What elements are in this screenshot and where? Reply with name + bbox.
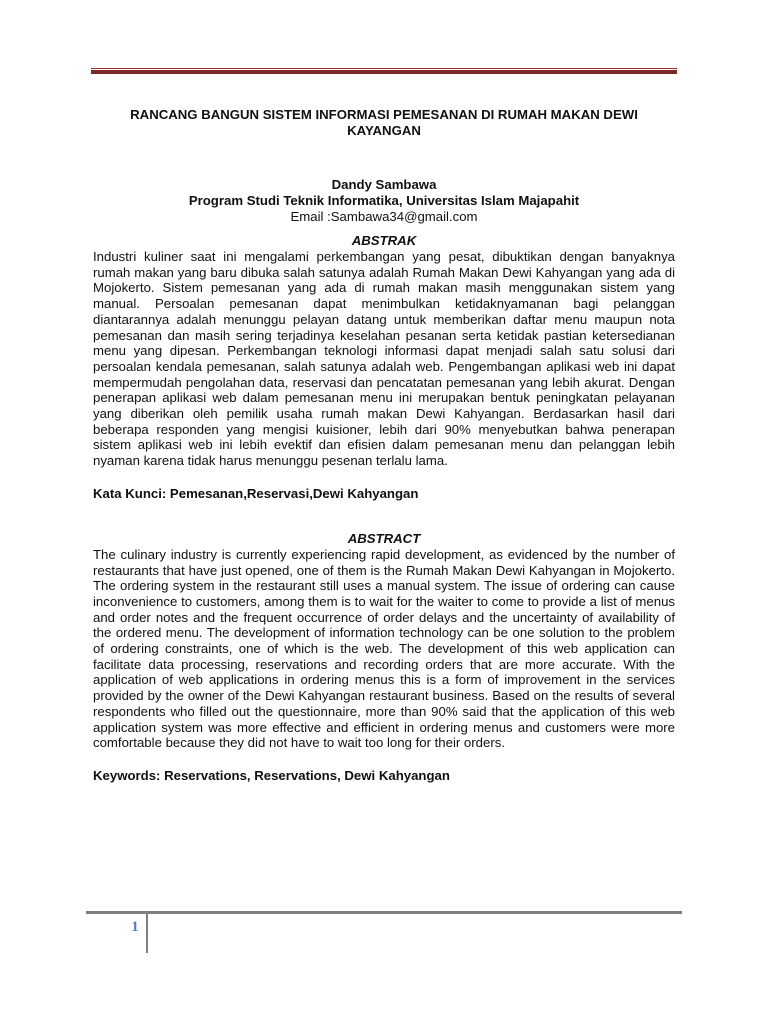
author-affiliation: Program Studi Teknik Informatika, Universitas Islam Majapahit: [188, 193, 580, 208]
author-name: Dandy Sambawa: [331, 177, 437, 192]
footer-rule: [86, 911, 682, 914]
abstract-body: The culinary industry is currently experiencing rapid development, as evidenced by the number of restaurants that have just opened, one of them is the Rumah Makan Dewi Kahyangan in Mojokerto. The ordering system in the restaurant still uses a manual system. The issue of ordering can cause inconvenience to customers, among them is to wait for the waiter to come to provide a list of menus and order notes and the frequent occurrence of order delays and the uncertainty of availability of the ordered menu. The development of information technology can be one solution to the problem of ordering constraints, one of which is the web. The development of this web application can facilitate data processing, reservations and recording orders that are more accurate. With the application of web applications in ordering menus this is a form of improvement in the services provided by the owner of the Dewi Kahyangan restaurant business. Based on the results of several respondents who filled out the questionnaire, more than 90% said that the application of this web application system was more effective and efficient in ordering menus and customers were more comfortable because they did not have to wait too long for their orders.: [93, 546, 675, 751]
footer-divider: [146, 914, 148, 953]
paper-title: RANCANG BANGUN SISTEM INFORMASI PEMESANAN DI RUMAH MAKAN DEWI KAYANGAN: [130, 107, 638, 138]
abstract-heading: ABSTRACT: [347, 530, 421, 546]
abstrak-body: Industri kuliner saat ini mengalami perkembangan yang pesat, dibuktikan dengan banyaknya rumah makan yang baru dibuka salah satunya adalah Rumah Makan Dewi Kahyangan yang ada di Mojokerto. Sistem pemesanan yang ada di rumah makan masih menggunakan sistem yang manual. Persoalan pemesanan dapat menimbulkan ketidaknyamanan bagi pelanggan diantarannya adalah menunggu pelayan datang untuk memberikan daftar menu maupun nota pemesanan dan masih sering terjadinya keselahan pesanan serta ketidak pastian ketersedianan menu yang dipesan. Perkembangan teknologi informasi dapat menjadi salah satu solusi dari persoalan kendala pemesanan, salah satunya adalah web. Pengembangan aplikasi web ini dapat mempermudah pengolahan data, reservasi dan pencatatan pemesanan yang lebih akurat. Dengan penerapan aplikasi web dalam pemesanan menu ini merupakan bentuk peningkatan pelayanan yang diberikan oleh pemilik usaha rumah makan Dewi Kahyangan. Berdasarkan hasil dari beberapa responden yang mengisi kuisioner, lebih dari 90% menyebutkan bahwa penerapan sistem aplikasi web ini lebih evektif dan efisien dalam pemesanan menu dan pelanggan lebih nyaman karena tidak harus menunggu pesenan terlalu lama.: [93, 249, 675, 469]
author-email: Email :Sambawa34@gmail.com: [290, 209, 478, 224]
abstrak-heading: ABSTRAK: [351, 233, 417, 248]
header-rule-thin: [91, 68, 677, 69]
header-rule-thick: [91, 70, 677, 74]
page-number: 1: [131, 919, 139, 935]
kata-kunci: Kata Kunci: Pemesanan,Reservasi,Dewi Kahyangan: [93, 485, 419, 501]
paper-content: [93, 107, 675, 784]
header-rule: [91, 68, 677, 74]
keywords: Keywords: Reservations, Reservations, Dewi Kahyangan: [93, 767, 450, 783]
author-block: [93, 177, 675, 225]
